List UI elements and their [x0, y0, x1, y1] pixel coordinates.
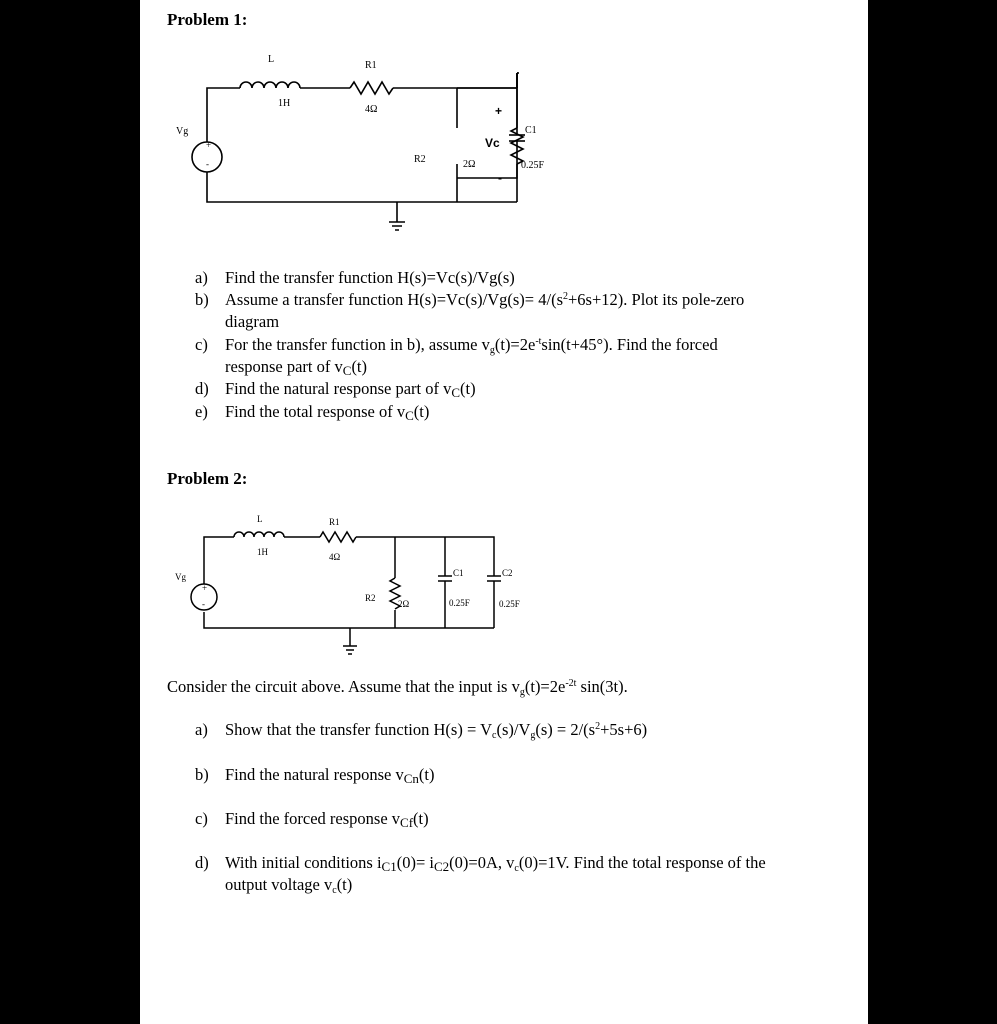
c2-src-plus: +: [202, 583, 208, 593]
c1-C1-name: C1: [525, 125, 537, 136]
c2-L-name: L: [257, 514, 263, 524]
c1-minus: -: [498, 171, 502, 185]
p2-item-d-label: d): [195, 853, 209, 872]
c2-ground-symbol: [343, 646, 357, 654]
p1-item-e-label: e): [195, 402, 208, 421]
p1-item-c-label: c): [195, 335, 208, 354]
c1-R2-value: 2Ω: [463, 159, 476, 170]
p1-item-a-text: Find the transfer function H(s)=Vc(s)/Vg(s): [225, 268, 515, 287]
c1-L-value: 1H: [278, 98, 291, 109]
c2-source-label: Vg: [175, 572, 186, 582]
p1-item-b-text: Assume a transfer function $H(s)=Vc(s)/Vg(s)= 4/(s^2+6s+12)$. Plot its pole-zero: [225, 290, 745, 309]
c2-C1-value: 0.25F: [449, 598, 470, 608]
problem1-title: Problem 1:: [167, 10, 248, 29]
c2-C2-name: C2: [502, 568, 513, 578]
c2-R2-name: R2: [365, 593, 376, 603]
p1-item-e-text: Find the total response of $v_C(t)$: [225, 402, 430, 423]
p2-item-d-text-line2: output voltage $v_c(t)$: [225, 875, 353, 896]
p1-item-d-label: d): [195, 379, 209, 398]
p2-item-d-text: With initial conditions $i_{C1}(0)= i_{C2}(0)=0A$, $v_c(0)=1V$. Find the total response of the: [225, 853, 766, 874]
c1-R1-name: R1: [365, 60, 377, 71]
c2-C2-value: 0.25F: [499, 599, 520, 609]
c2-L-value: 1H: [257, 547, 268, 557]
c2-R1-value: 4Ω: [329, 552, 341, 562]
document-page: [140, 0, 868, 1024]
c1-src-minus: -: [206, 159, 209, 169]
p2-item-b-text: Find the natural response $v_{Cn}(t)$: [225, 765, 435, 786]
problem2-title: Problem 2:: [167, 469, 248, 488]
p1-item-b-text-line2: diagram: [225, 312, 280, 331]
p1-item-c-text-line2: response part of $v_C(t)$: [225, 357, 368, 378]
c2-R1-name: R1: [329, 517, 340, 527]
c2-C1-name: C1: [453, 568, 464, 578]
p1-item-d-text: Find the natural response part of $v_C(t)$: [225, 379, 476, 400]
c1-src-plus: +: [206, 140, 212, 150]
c1-plus: +: [495, 104, 503, 118]
c1-L-name: L: [268, 54, 275, 65]
p2-item-b-label: b): [195, 765, 209, 784]
c1-source-label: Vg: [176, 126, 189, 137]
c2-resistor-R1: [320, 532, 356, 542]
c2-inductor-L: [234, 532, 284, 537]
p1-item-b-label: b): [195, 290, 209, 309]
p2-item-a-label: a): [195, 720, 208, 739]
c1-output-label: Vc: [485, 136, 500, 150]
c2-src-minus: -: [202, 599, 205, 609]
c2-wire-bottom: [204, 612, 494, 628]
c1-C1-value: 0.25F: [521, 160, 545, 171]
p2-item-c-label: c): [195, 809, 208, 828]
p2-item-a-text: Show that the transfer function $H(s) = V_c(s)/V_g(s) = 2/(s^2+5s+6)$: [225, 720, 648, 741]
c1-R2-name: R2: [414, 154, 426, 165]
p1-item-c-text: For the transfer function in b), assume $v_g(t)=2e^{-t}\sin(t+45^\circ)$. Find the forced: [225, 335, 718, 356]
c2-wire-left-top: [204, 537, 234, 584]
c1-R1-value: 4Ω: [365, 104, 378, 115]
p2-intro: Consider the circuit above. Assume that the input is $v_g(t)=2e^{-2t}$ sin(3t).: [167, 677, 628, 698]
p1-item-a: a): [195, 268, 208, 287]
c2-R2-value: 2Ω: [398, 599, 410, 609]
p2-item-c-text: Find the forced response $v_{Cf}(t)$: [225, 809, 429, 830]
